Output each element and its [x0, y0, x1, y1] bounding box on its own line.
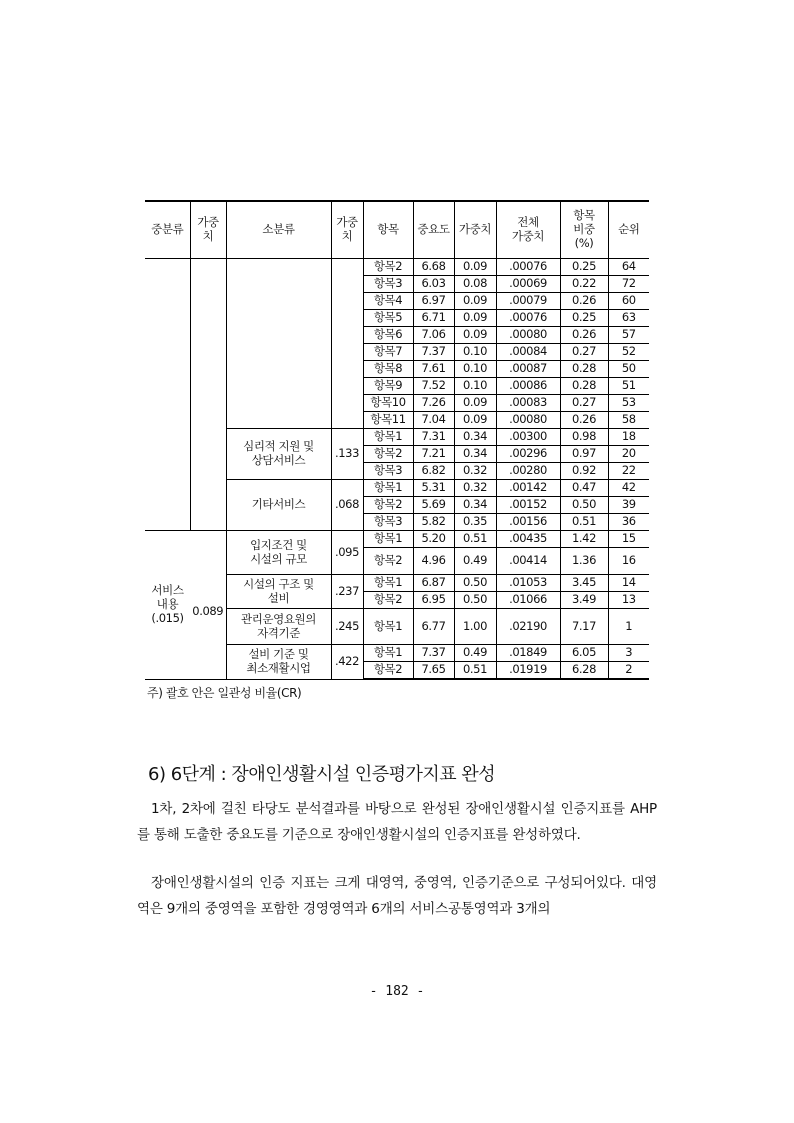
weight-cell: 0.34	[454, 429, 496, 446]
mid-weight-service-content: 0.089	[190, 531, 226, 680]
rank-cell: 51	[608, 378, 649, 395]
sub-category-psych-support: 심리적 지원 및 상담서비스	[226, 429, 331, 480]
total-weight-cell: .00300	[496, 429, 560, 446]
sub-category-equipment: 설비 기준 및 최소재활시업	[226, 645, 331, 680]
importance-cell: 6.82	[413, 463, 454, 480]
total-weight-cell: .01066	[496, 592, 560, 609]
total-weight-cell: .00076	[496, 310, 560, 327]
header-item-ratio: 항목 비중 (%)	[560, 201, 608, 259]
ratio-cell: 6.05	[560, 645, 608, 662]
total-weight-cell: .00142	[496, 480, 560, 497]
rank-cell: 15	[608, 531, 649, 548]
ratio-cell: 0.27	[560, 344, 608, 361]
header-total-weight: 전체 가중치	[496, 201, 560, 259]
ratio-cell: 0.25	[560, 310, 608, 327]
rank-cell: 14	[608, 575, 649, 592]
sub-weight-psych-support: .133	[331, 429, 363, 480]
total-weight-cell: .01919	[496, 662, 560, 680]
ratio-cell: 3.49	[560, 592, 608, 609]
ratio-cell: 0.28	[560, 361, 608, 378]
rank-cell: 13	[608, 592, 649, 609]
item-cell: 항목7	[363, 344, 413, 361]
mid-category-service-content: 서비스 내용 (.015)	[145, 531, 190, 680]
header-rank: 순위	[608, 201, 649, 259]
weight-cell: 0.32	[454, 463, 496, 480]
total-weight-cell: .00079	[496, 293, 560, 310]
item-cell: 항목6	[363, 327, 413, 344]
importance-cell: 7.65	[413, 662, 454, 680]
item-cell: 항목1	[363, 429, 413, 446]
importance-cell: 7.37	[413, 645, 454, 662]
rank-cell: 58	[608, 412, 649, 429]
item-cell: 항목9	[363, 378, 413, 395]
rank-cell: 22	[608, 463, 649, 480]
item-cell: 항목10	[363, 395, 413, 412]
importance-cell: 7.61	[413, 361, 454, 378]
rank-cell: 2	[608, 662, 649, 680]
importance-cell: 7.04	[413, 412, 454, 429]
rank-cell: 39	[608, 497, 649, 514]
table-footnote: 주) 괄호 안은 일관성 비율(CR)	[147, 686, 302, 700]
importance-cell: 5.31	[413, 480, 454, 497]
weight-cell: 0.09	[454, 259, 496, 276]
rank-cell: 60	[608, 293, 649, 310]
rank-cell: 57	[608, 327, 649, 344]
ratio-cell: 0.92	[560, 463, 608, 480]
weight-cell: 0.10	[454, 378, 496, 395]
total-weight-cell: .00080	[496, 327, 560, 344]
body-paragraph: 1차, 2차에 걸친 타당도 분석결과를 바탕으로 완성된 장애인생활시설 인증지표를 AHP를 통해 도출한 중요도를 기준으로 장애인생활시설의 인증지표를 완성하였다.	[137, 801, 657, 843]
rank-cell: 52	[608, 344, 649, 361]
weight-cell: 0.32	[454, 480, 496, 497]
weight-cell: 0.35	[454, 514, 496, 531]
rank-cell: 64	[608, 259, 649, 276]
sub-weight-other-services: .068	[331, 480, 363, 531]
weight-cell: 0.10	[454, 344, 496, 361]
ratio-cell: 0.97	[560, 446, 608, 463]
weight-cell: 0.09	[454, 293, 496, 310]
total-weight-cell: .00080	[496, 412, 560, 429]
ahp-weight-table	[145, 200, 649, 680]
weight-cell: 0.51	[454, 662, 496, 680]
importance-cell: 5.82	[413, 514, 454, 531]
ratio-cell: 0.27	[560, 395, 608, 412]
importance-cell: 6.97	[413, 293, 454, 310]
weight-cell: 0.49	[454, 645, 496, 662]
item-cell: 항목1	[363, 575, 413, 592]
item-cell: 항목2	[363, 592, 413, 609]
header-item-weight: 가중치	[454, 201, 496, 259]
page-number: - 182 -	[369, 984, 425, 999]
importance-cell: 6.03	[413, 276, 454, 293]
total-weight-cell: .00083	[496, 395, 560, 412]
sub-weight-location: .095	[331, 531, 363, 575]
item-cell: 항목1	[363, 531, 413, 548]
header-importance: 중요도	[413, 201, 454, 259]
total-weight-cell: .01053	[496, 575, 560, 592]
weight-cell: 0.49	[454, 548, 496, 575]
ratio-cell: 7.17	[560, 609, 608, 645]
importance-cell: 4.96	[413, 548, 454, 575]
weight-cell: 0.34	[454, 497, 496, 514]
importance-cell: 5.69	[413, 497, 454, 514]
item-cell: 항목3	[363, 463, 413, 480]
body-paragraph: 장애인생활시설의 인증 지표는 크게 대영역, 중영역, 인증기준으로 구성되어있다. 대영역은 9개의 중영역을 포함한 경영영역과 6개의 서비스공통영역과 3개의	[137, 875, 657, 917]
total-weight-cell: .00156	[496, 514, 560, 531]
rank-cell: 3	[608, 645, 649, 662]
weight-cell: 0.09	[454, 327, 496, 344]
item-cell: 항목11	[363, 412, 413, 429]
item-cell: 항목3	[363, 514, 413, 531]
table-header-row	[145, 201, 649, 259]
mid-category-cell-empty	[145, 259, 190, 531]
weight-cell: 1.00	[454, 609, 496, 645]
total-weight-cell: .00280	[496, 463, 560, 480]
rank-cell: 53	[608, 395, 649, 412]
rank-cell: 36	[608, 514, 649, 531]
ratio-cell: 1.36	[560, 548, 608, 575]
weight-cell-empty	[190, 259, 226, 531]
item-cell: 항목2	[363, 259, 413, 276]
ratio-cell: 0.26	[560, 293, 608, 310]
section-heading: 6) 6단계 : 장애인생활시설 인증평가지표 완성	[148, 764, 496, 785]
importance-cell: 7.21	[413, 446, 454, 463]
sub-weight-structure: .237	[331, 575, 363, 609]
ratio-cell: 1.42	[560, 531, 608, 548]
total-weight-cell: .00296	[496, 446, 560, 463]
item-cell: 항목1	[363, 480, 413, 497]
weight-cell: 0.09	[454, 310, 496, 327]
item-cell: 항목2	[363, 548, 413, 575]
importance-cell: 5.20	[413, 531, 454, 548]
importance-cell: 6.71	[413, 310, 454, 327]
sub-category-other-services: 기타서비스	[226, 480, 331, 531]
importance-cell: 7.06	[413, 327, 454, 344]
weight-cell: 0.51	[454, 531, 496, 548]
item-cell: 항목2	[363, 662, 413, 680]
total-weight-cell: .00086	[496, 378, 560, 395]
sub-category-structure: 시설의 구조 및 설비	[226, 575, 331, 609]
sub-category-cell-empty	[226, 259, 331, 429]
sub-weight-equipment: .422	[331, 645, 363, 680]
ratio-cell: 0.26	[560, 412, 608, 429]
ratio-cell: 0.50	[560, 497, 608, 514]
weight-cell: 0.34	[454, 446, 496, 463]
item-cell: 항목3	[363, 276, 413, 293]
rank-cell: 18	[608, 429, 649, 446]
total-weight-cell: .00076	[496, 259, 560, 276]
table-row	[145, 259, 649, 276]
importance-cell: 6.87	[413, 575, 454, 592]
weight-cell: 0.08	[454, 276, 496, 293]
ratio-cell: 0.28	[560, 378, 608, 395]
ratio-cell: 0.25	[560, 259, 608, 276]
weight-cell: 0.50	[454, 575, 496, 592]
ratio-cell: 0.47	[560, 480, 608, 497]
item-cell: 항목2	[363, 446, 413, 463]
ratio-cell: 0.26	[560, 327, 608, 344]
item-cell: 항목1	[363, 609, 413, 645]
weight-cell: 0.50	[454, 592, 496, 609]
item-cell: 항목1	[363, 645, 413, 662]
rank-cell: 16	[608, 548, 649, 575]
total-weight-cell: .00152	[496, 497, 560, 514]
sub-category-staff-qualification: 관리운영요원의 자격기준	[226, 609, 331, 645]
importance-cell: 6.77	[413, 609, 454, 645]
importance-cell: 7.26	[413, 395, 454, 412]
importance-cell: 6.68	[413, 259, 454, 276]
rank-cell: 1	[608, 609, 649, 645]
item-cell: 항목5	[363, 310, 413, 327]
rank-cell: 50	[608, 361, 649, 378]
sub-category-location: 입지조건 및 시설의 규모	[226, 531, 331, 575]
item-cell: 항목4	[363, 293, 413, 310]
importance-cell: 6.95	[413, 592, 454, 609]
rank-cell: 42	[608, 480, 649, 497]
weight-cell: 0.09	[454, 412, 496, 429]
ratio-cell: 0.22	[560, 276, 608, 293]
table-row	[145, 531, 649, 548]
rank-cell: 72	[608, 276, 649, 293]
total-weight-cell: .00069	[496, 276, 560, 293]
rank-cell: 20	[608, 446, 649, 463]
header-sub-weight: 가중 치	[331, 201, 363, 259]
total-weight-cell: .00414	[496, 548, 560, 575]
weight-cell: 0.09	[454, 395, 496, 412]
item-cell: 항목8	[363, 361, 413, 378]
item-cell: 항목2	[363, 497, 413, 514]
header-weight: 가중 치	[190, 201, 226, 259]
sub-weight-cell-empty	[331, 259, 363, 429]
ratio-cell: 0.98	[560, 429, 608, 446]
sub-weight-staff-qualification: .245	[331, 609, 363, 645]
importance-cell: 7.37	[413, 344, 454, 361]
ratio-cell: 0.51	[560, 514, 608, 531]
ratio-cell: 6.28	[560, 662, 608, 680]
total-weight-cell: .00084	[496, 344, 560, 361]
weight-cell: 0.10	[454, 361, 496, 378]
total-weight-cell: .00435	[496, 531, 560, 548]
header-mid-category: 중분류	[145, 201, 190, 259]
header-item: 항목	[363, 201, 413, 259]
rank-cell: 63	[608, 310, 649, 327]
total-weight-cell: .01849	[496, 645, 560, 662]
total-weight-cell: .00087	[496, 361, 560, 378]
header-sub-category: 소분류	[226, 201, 331, 259]
importance-cell: 7.31	[413, 429, 454, 446]
ratio-cell: 3.45	[560, 575, 608, 592]
total-weight-cell: .02190	[496, 609, 560, 645]
importance-cell: 7.52	[413, 378, 454, 395]
